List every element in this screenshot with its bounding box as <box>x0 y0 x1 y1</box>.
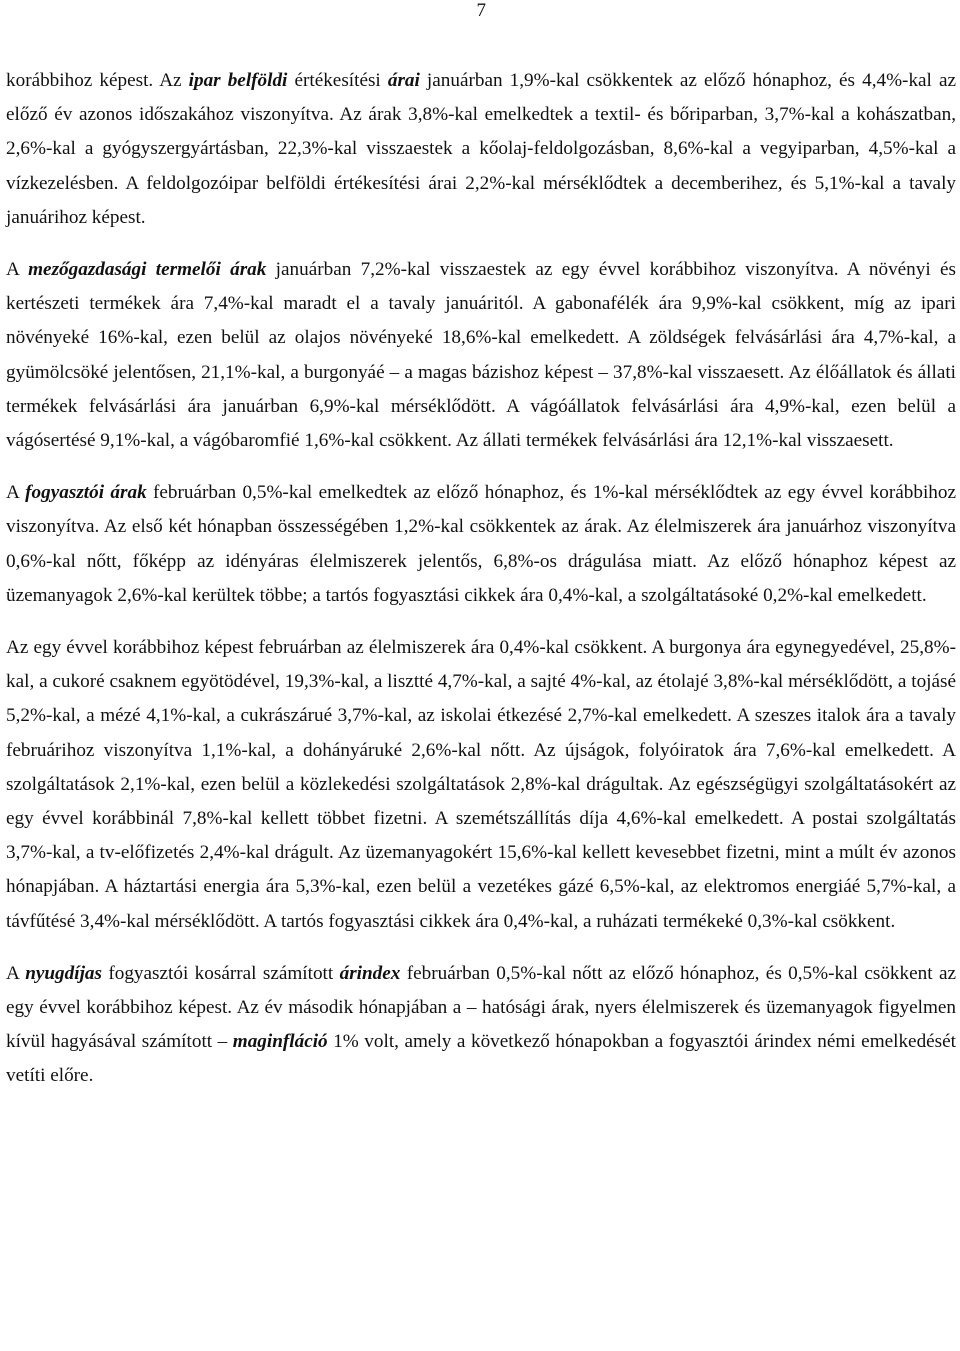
paragraph-industrial-prices <box>6 64 956 235</box>
paragraph-pension-index <box>6 957 956 1094</box>
text-run: januárban 7,2%-kal visszaestek az egy évvel korábbihoz viszonyítva. A növényi és kertészeti termékek ára 7,4%-kal maradt el a tavaly januáritól. A gabonafélék ára 9,9%-kal csökkent, míg az ipari növényeké 16%-kal, ezen belül az olajos növényeké 18,6%-kal emelkedett. A zöldségek felvásárlási ára 4,7%-kal, a gyümölcsöké jelentősen, 21,1%-kal, a burgonyáé – a magas bázishoz képest – 37,8%-kal visszaesett. Az élőállatok és állati termékek felvásárlási ára januárban 6,9%-kal mérséklődött. A vágóállatok felvásárlási ára 4,9%-kal, ezen belül a vágósertésé 9,1%-kal, a vágóbaromfié 1,6%-kal csökkent. Az állati termékek felvásárlási ára 12,1%-kal visszaesett. <box>6 259 956 452</box>
text-run: A <box>6 962 26 984</box>
text-run: 1% volt, amely a következő hónapokban a fogyasztói árindex némi emelkedését vetíti előre. <box>6 1031 956 1087</box>
document-body <box>6 64 956 1094</box>
text-run: fogyasztói kosárral számított <box>101 962 340 984</box>
paragraph-consumer-prices <box>6 476 956 613</box>
text-run: februárban 0,5%-kal emelkedtek az előző hónaphoz, és 1%-kal mérséklődtek az egy évvel korábbihoz viszonyítva. Az első két hónapban összességében 1,2%-kal csökkentek az árak. Az élelmiszerek ára januárhoz viszonyítva 0,6%-kal nőtt, főképp az idényáras élelmiszerek jelentős, 6,8%-os drágulása miatt. Az előző hónaphoz képest az üzemanyagok 2,6%-kal kerültek többe; a tartós fogyasztási cikkek ára 0,4%-kal, a szolgáltatásoké 0,2%-kal emelkedett. <box>6 482 956 606</box>
text-run: korábbihoz képest. Az <box>6 70 189 91</box>
text-run: januárban 1,9%-kal csökkentek az előző hónaphoz, és 4,4%-kal az előző év azonos időszakához viszonyítva. Az árak 3,8%-kal emelkedtek a textil- és bőriparban, 3,7%-kal a kohászatban, 2,6%-kal a gyógyszergyártásban, 22,3%-kal visszaestek a kőolaj-feldolgozásban, 8,6%-kal a vegyiparban, 4,5%-kal a vízkezelésben. A feldolgozóipar belföldi értékesítési árai 2,2%-kal mérséklődtek a decemberihez, és 5,1%-kal a tavaly januárihoz képest. <box>6 70 956 228</box>
emphasized-term: maginfláció <box>232 1031 328 1053</box>
emphasized-term: ipar belföldi <box>188 70 288 91</box>
emphasized-term: fogyasztói árak <box>25 482 147 504</box>
paragraph-yearly-comparison <box>6 631 956 939</box>
text-run: A <box>6 259 29 281</box>
emphasized-term: nyugdíjas <box>25 962 102 984</box>
emphasized-term: árai <box>387 70 420 91</box>
text-run: értékesítési <box>287 70 388 91</box>
paragraph-agricultural-prices <box>6 253 956 458</box>
emphasized-term: árindex <box>339 962 401 984</box>
text-run: A <box>6 482 26 504</box>
page-number: 7 <box>476 0 486 21</box>
text-run: Az egy évvel korábbihoz képest februárban az élelmiszerek ára 0,4%-kal csökkent. A burgonya ára egynegyedével, 25,8%-kal, a cukoré csaknem egyötödével, 19,3%-kal, a lisztté 4,7%-kal, a sajté 4%-kal, az étolajé 3,8%-kal mérséklődött, a tojásé 5,2%-kal, a mézé 4,1%-kal, a cukrászárué 3,7%-kal, az iskolai étkezésé 2,7%-kal emelkedett. A szeszes italok ára a tavaly februárihoz viszonyítva 1,1%-kal, a dohányáruké 2,6%-kal nőtt. Az újságok, folyóiratok ára 7,6%-kal emelkedett. A szolgáltatások 2,1%-kal, ezen belül a közlekedési szolgáltatások 2,8%-kal drágultak. Az egészségügyi szolgáltatásokért az egy évvel korábbinál 7,8%-kal kellett többet fizetni. A szemétszállítás díja 4,6%-kal emelkedett. A postai szolgáltatás 3,7%-kal, a tv-előfizetés 2,4%-kal drágult. Az üzemanyagokért 15,6%-kal kellett kevesebbet fizetni, mint a múlt év azonos hónapjában. A háztartási energia ára 5,3%-kal, ezen belül a vezetékes gázé 6,5%-kal, az elektromos energiáé 5,7%-kal, a távfűtésé 3,4%-kal mérséklődött. A tartós fogyasztási cikkek ára 0,4%-kal, a ruházati termékeké 0,3%-kal csökkent. <box>6 637 956 932</box>
emphasized-term: mezőgazdasági termelői árak <box>28 259 267 281</box>
text-run: februárban 0,5%-kal nőtt az előző hónaphoz, és 0,5%-kal csökkent az egy évvel korábbihoz képest. Az év második hónapjában a – hatósági árak, nyers élelmiszerek és üzemanyagok figyelmen kívül hagyásával számított – <box>6 962 956 1053</box>
